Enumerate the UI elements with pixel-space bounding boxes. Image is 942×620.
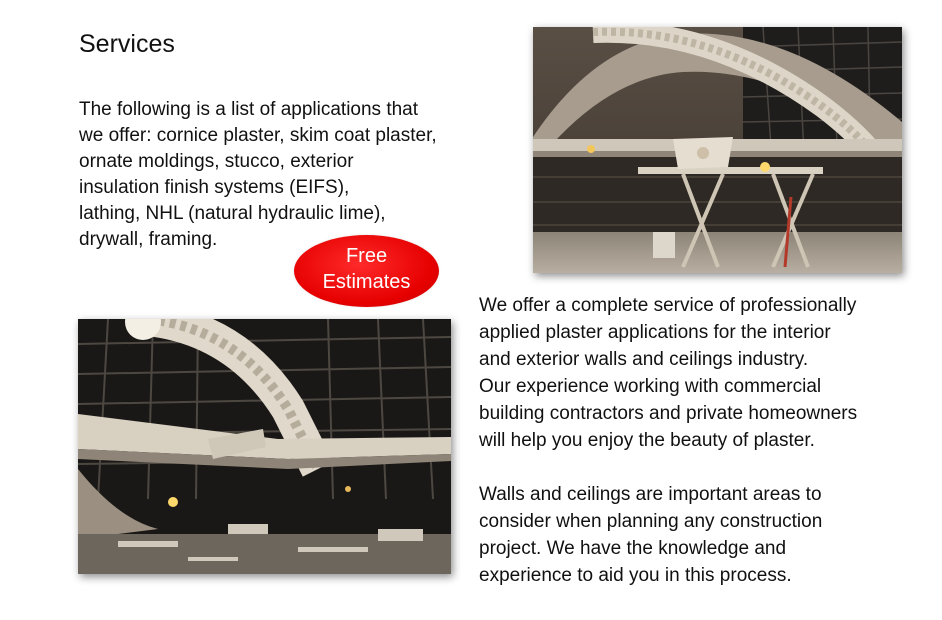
description-line: We offer a complete service of professionally <box>479 295 857 316</box>
intro-line: ornate moldings, stucco, exterior <box>79 151 354 172</box>
badge-line-2: Estimates <box>322 271 411 293</box>
intro-line: insulation finish systems (EIFS), <box>79 177 350 198</box>
free-estimates-badge[interactable] <box>294 235 439 307</box>
ceiling-cornice-photo <box>78 319 451 574</box>
page-title: Services <box>79 30 175 58</box>
intro-line: The following is a list of applications that <box>79 99 419 120</box>
paragraph-line: Walls and ceilings are important areas to <box>479 484 822 505</box>
description-line: Our experience working with commercial <box>479 376 822 397</box>
badge-line-1: Free <box>345 245 388 267</box>
description-line: will help you enjoy the beauty of plaster. <box>479 430 815 451</box>
description-line: and exterior walls and ceilings industry. <box>479 349 809 370</box>
paragraph-line: project. We have the knowledge and <box>479 538 787 559</box>
paragraph-line: consider when planning any construction <box>479 511 823 532</box>
services-intro <box>79 97 519 253</box>
description-line: applied plaster applications for the interior <box>479 322 831 343</box>
walls-ceilings-paragraph <box>479 481 939 589</box>
service-description <box>479 292 939 454</box>
ceiling-arch-scaffold-photo <box>533 27 902 273</box>
intro-line: lathing, NHL (natural hydraulic lime), <box>79 203 386 224</box>
intro-line: drywall, framing. <box>79 229 218 250</box>
intro-line: we offer: cornice plaster, skim coat plaster, <box>79 125 437 146</box>
paragraph-line: experience to aid you in this process. <box>479 565 792 586</box>
description-line: building contractors and private homeowners <box>479 403 858 424</box>
